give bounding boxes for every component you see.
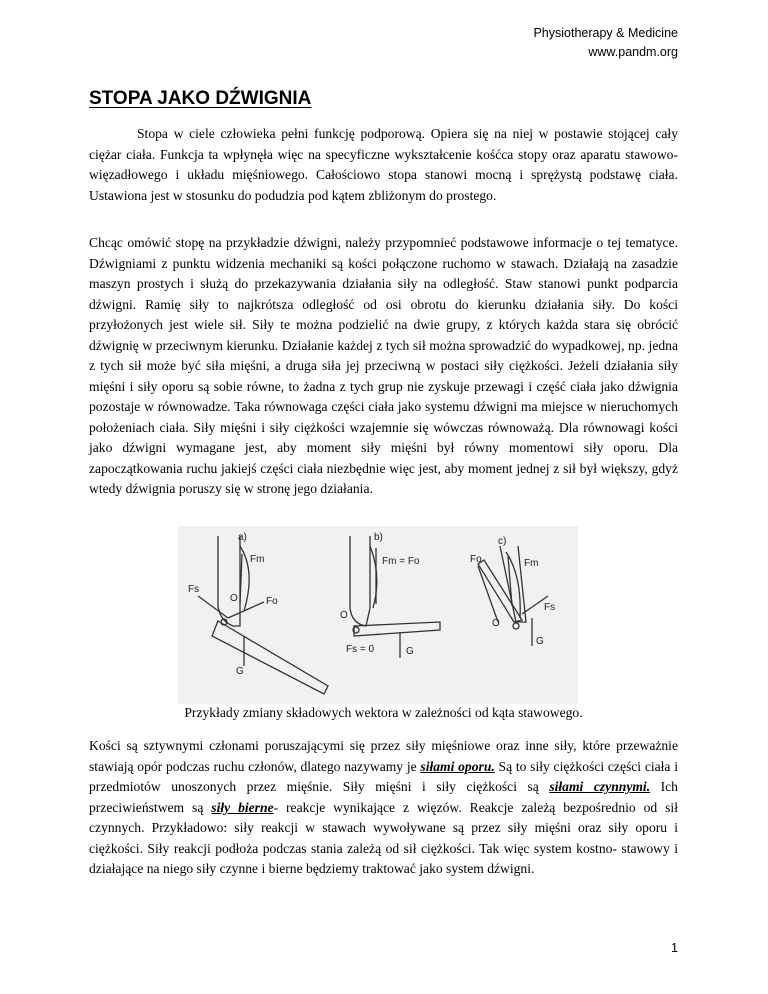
forces-text-3: Ich przeciwieństwem są <box>89 779 678 815</box>
label-fs-zero: Fs = 0 <box>346 644 375 655</box>
page-number: 1 <box>671 941 678 955</box>
label-fo-a: Fo <box>266 596 278 607</box>
label-fm-c: Fm <box>524 558 539 569</box>
forces-text-4: - reakcje wynikające z więzów. Reakcje zależą bezpośrednio od sił czynnych. Przykładowo: siły reakcji w stawach wywoływane są przez siły mięśni oraz siły oporu i ciężkości. Siły reakcji podłoża podczas stania zależą od sił ciężkości. Tak więc system kostno- stawowy i działające na niego siły czynne i bierne będziemy traktować jako system dźwigni. <box>89 799 678 876</box>
header-url: www.pandm.org <box>588 45 678 59</box>
forces-text-2: Są to siły ciężkości części ciała i przedmiotów unoszonych przez mięśnie. Siły mięśni i siły ciężkości są <box>89 758 678 794</box>
joint-c <box>513 623 519 629</box>
label-fm-a: Fm <box>250 554 265 565</box>
forearm-a <box>212 621 328 694</box>
forces-text-1: Kości są sztywnymi członami poruszającymi się przez siły mięśniowe oraz inne siły, które przeważnie stawiają opór podczas ruchu członów, dlatego nazywamy je <box>89 738 678 774</box>
figure-caption: Przykłady zmiany składowych wektora w zależności od kąta stawowego. <box>184 705 583 720</box>
label-fo-c: Fo <box>470 554 482 565</box>
label-g-b: G <box>406 646 414 657</box>
label-o-c: O <box>492 618 500 629</box>
header-journal: Physiotherapy & Medicine <box>533 26 678 40</box>
label-g-a: G <box>236 666 244 677</box>
term-czynne: siłami czynnymi. <box>549 779 651 794</box>
label-fs-c: Fs <box>544 602 556 613</box>
label-fm-eq: Fm = Fo <box>382 556 420 567</box>
label-a: a) <box>238 532 247 543</box>
page-header <box>533 24 678 62</box>
label-o-b: O <box>340 610 348 621</box>
paragraph-lever-basics: Chcąc omówić stopę na przykładzie dźwigni, należy przypomnieć podstawowe informacje o tej tematyce. Dźwigniami z punktu widzenia mechaniki są kości połączone ruchomo w stawach. Działają na zasadzie maszyn prostych i służą do przekazywania działania siły na odległość. Staw stanowi punkt podparcia dźwigni. Ramię siły to najkrótsza odległość od osi obrotu do kierunku działania siły. Do kości przyłożonych jest wiele sił. Siły te można podzielić na dwie grupy, z których każda stara się obrócić dźwignię w przeciwnym kierunku. Działanie każdej z tych sił można sprowadzić do wypadkowej, np. jedna z tych sił może być siła mięśni, a druga siła jej przeciwną w postaci siły ciężkości. Jeżeli działania siły mięśni i siły oporu są sobie równe, to żadna z tych grup nie zyskuje przewagi i część ciała jako dźwignia pozostaje w równowadze. Taka równowaga części ciała jako systemu dźwigni ma miejsce w nieruchomych położeniach ciała. Siły mięśni i siły ciężkości wzajemnie się wówczas równoważą. Dla równowagi kości jako dźwigni wymagane jest, aby moment siły mięśni był równy momentowi siły oporu. Dla zapoczątkowania ruchu jakiejś części ciała niezbędnie więc jest, aby moment jednej z sił był większy, gdyż wtedy dźwignia poruszy się w stronę jego działania. <box>89 235 678 496</box>
document-title: STOPA JAKO DŹWIGNIA <box>89 88 312 109</box>
forearm-c <box>478 560 522 622</box>
paragraph-intro: Stopa w ciele człowieka pełni funkcję podporową. Opiera się na niej w postawie stojącej cały ciężar ciała. Funkcja ta wpłynęła więc na specyficzne wykształcenie kośćca stopy oraz aparatu stawowo-więzadłowego i układu mięśniowego. Całościowo stopa stanowi mocną i sprężystą podstawę ciała. Ustawiona jest w stosunku do podudzia pod kątem zbliżonym do prostego. <box>89 126 678 203</box>
vector-fs-a <box>198 596 228 618</box>
lever-figure <box>178 526 578 704</box>
label-g-c: G <box>536 636 544 647</box>
label-fs-a: Fs <box>188 584 200 595</box>
term-opor: siłami oporu. <box>420 758 495 774</box>
lever-diagrams <box>178 526 578 704</box>
paragraph-forces <box>89 736 678 880</box>
label-c: c) <box>498 536 507 547</box>
vector-fo-c <box>478 566 498 622</box>
term-bierne: siły bierne <box>211 799 274 815</box>
arm-c-upper <box>500 546 526 622</box>
label-b: b) <box>374 532 383 543</box>
label-o-a: O <box>230 593 238 604</box>
arm-b-upper <box>350 536 370 626</box>
